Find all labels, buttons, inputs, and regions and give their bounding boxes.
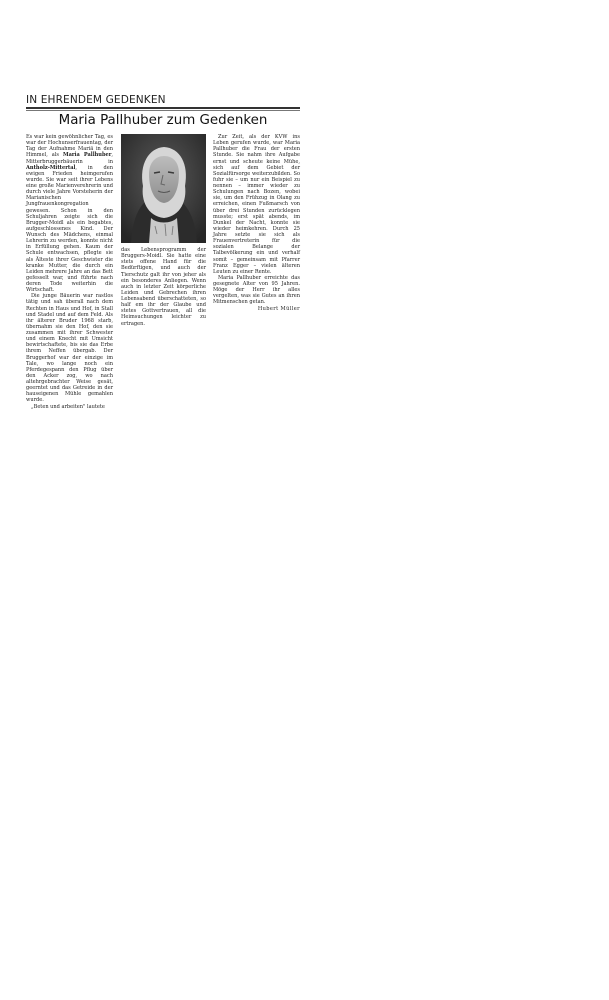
paragraph: das Lebensprogramm der Bruggers-Moidl. Sie hatte eine stets offene Hand für die Bedürftigen, und auch der Tierschutz galt ihr von jeher als ein besonderes Anliegen. Wenn auch in letzter Zeit körperliche Leiden und Gebrechen ihren Lebensabend überschatteten, so half em ihr der Glaube und stetes Gottvertrauen, all die Heimsuchungen leichter zu ertragen. (121, 247, 206, 327)
text-column-1 (26, 134, 113, 410)
text-column-2 (121, 247, 206, 327)
section-heading: IN EHRENDEM GEDENKEN (26, 94, 166, 106)
article-headline: Maria Pallhuber zum Gedenken (58, 113, 268, 128)
paragraph: Die junge Bäuerin war rastlos tätig und sah überall nach dem Rechten in Haus und Hof, in Stall und Stadel und auf dem Feld. Als ihr älterer Bruder 1968 starb, übernahm sie den Hof, den sie zusammen mit ihrer Schwester und einem Knecht mit Umsicht bewirtschaftete, bis sie das Erbe ihrem Neffen übergab. Der Bruggerhof war der einzige im Tale, wo lange noch ein Pferdegespann den Pflug über den Acker zog, wo nach altehrgebrachter Weise gesät, geerntet und das Getreide in der hauseigenen Mühle gemahlen wurde. (26, 293, 113, 404)
place-bold: Antholz-Mittertal (26, 164, 76, 171)
heading-rule-thin (26, 110, 300, 111)
name-bold: Maria Pallhuber (63, 152, 112, 159)
obituary-clipping (26, 94, 300, 434)
heading-rule-thick (26, 107, 300, 109)
paragraph: „Beten und arbeiten" lautete (31, 403, 105, 410)
paragraph: Maria Pallhuber erreichte das gesegnete Alter von 95 Jahren. Möge der Herr ihr alles vergelten, was sie Gutes an ihren Mitmenschen getan. (213, 274, 300, 306)
paragraph: Zur Zeit, als der KVW ins Leben gerufen wurde, war Maria Pallhuber die Frau der ersten Stunde. Sie nahm ihre Aufgabe ernst und scheute keine Mühe, sich auf dem Gebiet der Sozialfürsorge weiterzubilden. So fuhr sie – um nur ein Beispiel zu nennen – immer wieder zu Schulungen nach Bozen, wobei sie, um den Frühzug in Olang zu erreichen, einen Fußmarsch von über drei Stunden zurücklegen musste; erst spät abends, im Dunkel der Nacht, konnte sie wieder heimkehren. Durch 25 Jahre setzte sie sich als Frauenvertreterin für die sozialen Belange der Talbevölkerung ein und verhalf somit – gemeinsam mit Pfarrer Franz Egger – vielen älteren Leuten zu einer Rente. (213, 134, 300, 275)
paragraph: Es war kein gewöhnlicher Tag, es war der Hochunserfrauentag, der Tag der Aufnahme Mariä in den Himmel, als Maria Pallhuber, Mitterbruggerbäuerin in Antholz-Mittertal, in den ewigen Frieden heimgerufen wurde. Sie war seit ihrer Lebens eine große Marienverehrerin und durch viele Jahre Vorsteherin der Marianischen Jungfrauenkongregation gewesen. Schon in den Schuljahren zeigte sich die Brugger-Moidl als ein begabtes, aufgeschlossenes Kind. Der Wunsch des Mädchens, einmal Lehrerin zu werden, konnte nicht in Erfüllung gehen. Kaum der Schule entwachsen, pflegte sie als Älteste ihrer Geschwister die kranke Mutter, die durch ein Leiden mehrere Jahre an das Bett gefesselt war, und führte nach deren Tode weiterhin die Wirtschaft. (26, 134, 113, 294)
author-signature: Hubert Müller (257, 305, 300, 312)
text-column-3 (213, 134, 300, 312)
portrait-photo (121, 134, 206, 243)
